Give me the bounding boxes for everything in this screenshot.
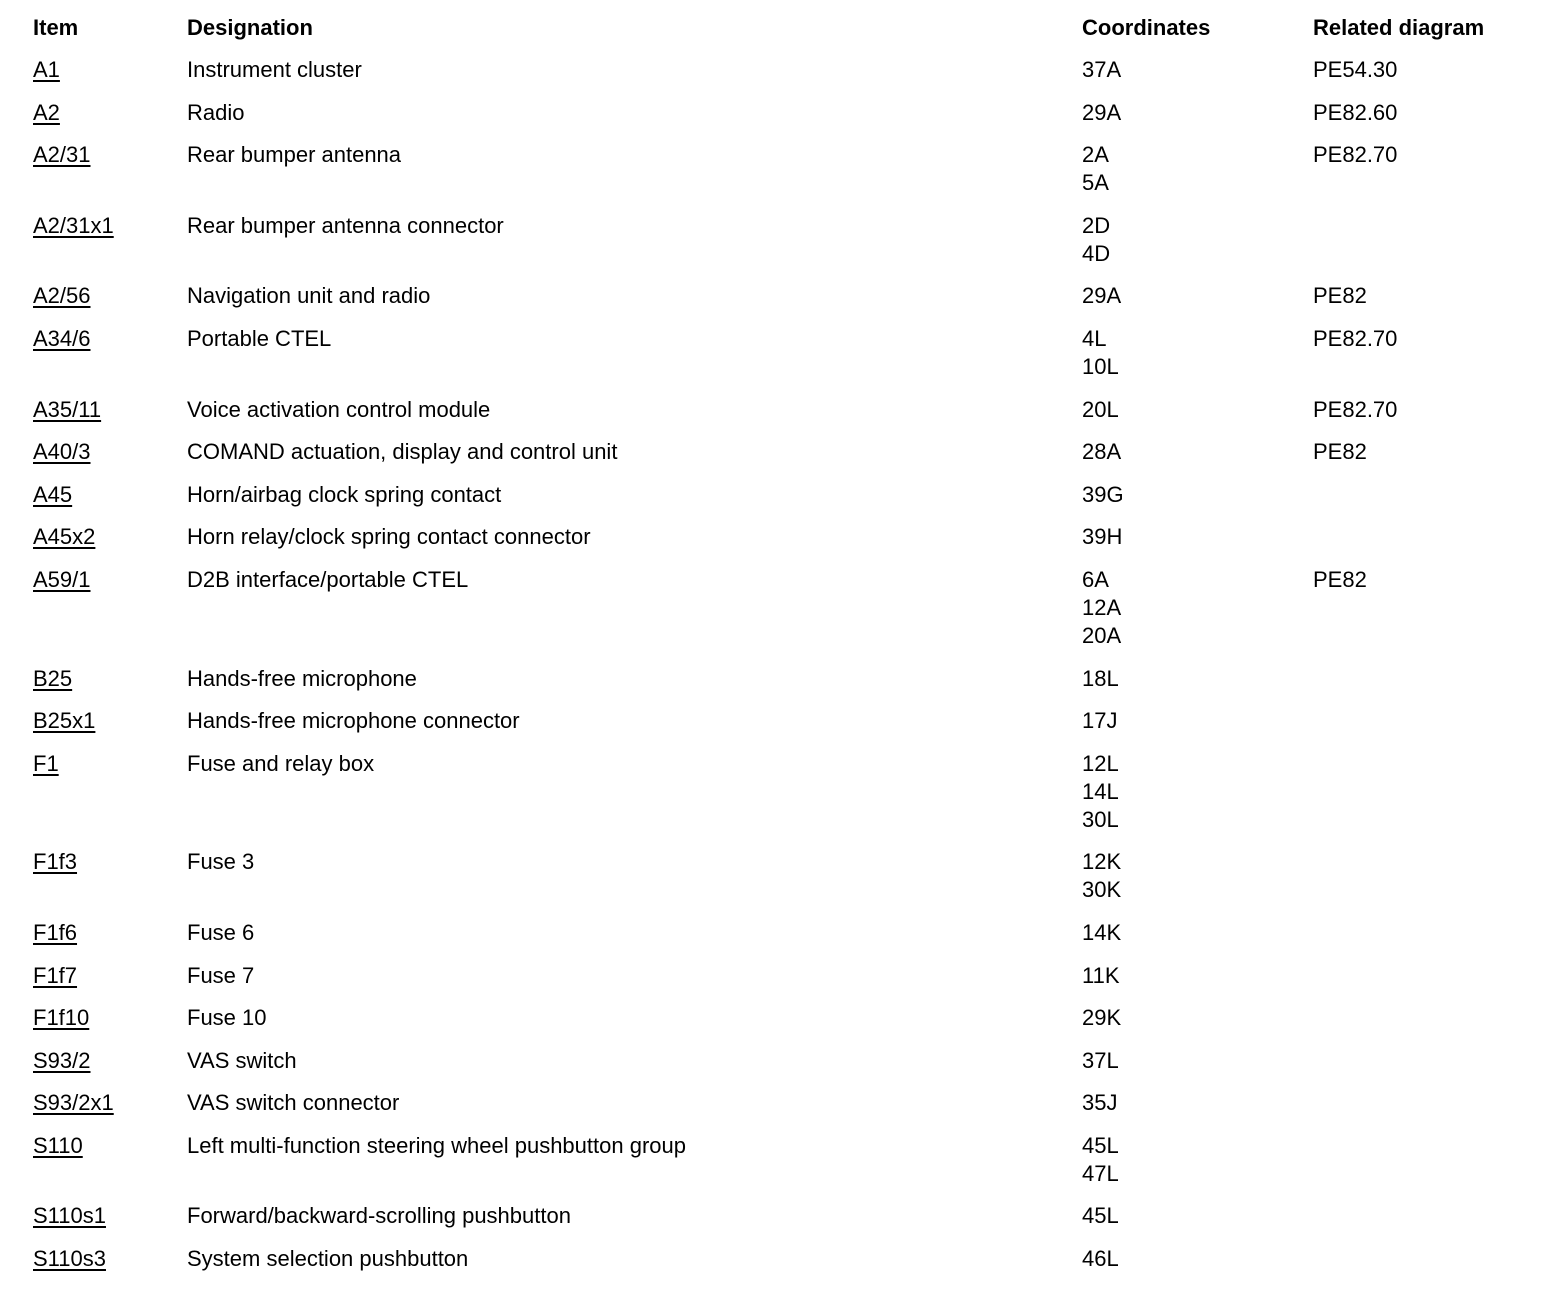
coordinate-value: 45L xyxy=(1082,1203,1119,1229)
coordinate-value: 12A xyxy=(1082,594,1122,620)
item-link[interactable]: A59/1 xyxy=(33,566,91,592)
header-related-diagram: Related diagram xyxy=(1313,15,1485,40)
item-link[interactable]: A35/11 xyxy=(33,396,102,422)
coordinates-cell xyxy=(1082,282,1313,310)
coordinates-cell xyxy=(1082,1047,1313,1075)
item-link[interactable]: A2/56 xyxy=(33,283,91,309)
table-row xyxy=(0,282,1568,310)
table-row xyxy=(0,56,1568,84)
related-diagram-cell: PE82 xyxy=(1313,566,1367,592)
coordinate-value: 39H xyxy=(1082,524,1123,550)
designation-cell: VAS switch xyxy=(187,1047,297,1073)
table-row xyxy=(0,566,1568,650)
item-cell xyxy=(0,848,187,876)
related-diagram-cell: PE82.60 xyxy=(1313,99,1398,125)
coordinate-value: 28A xyxy=(1082,439,1122,465)
item-link[interactable]: F1f7 xyxy=(33,962,78,988)
coordinates-cell xyxy=(1082,325,1313,381)
designation-cell: Navigation unit and radio xyxy=(187,283,431,309)
designation-cell: Horn/airbag clock spring contact xyxy=(187,481,502,507)
coordinates-cell xyxy=(1082,566,1313,650)
item-link[interactable]: A2 xyxy=(33,99,60,125)
table-row xyxy=(0,665,1568,693)
header-designation: Designation xyxy=(187,15,313,40)
designation-cell: Rear bumper antenna xyxy=(187,142,402,168)
designation-cell: Hands-free microphone connector xyxy=(187,708,520,734)
table-row xyxy=(0,1202,1568,1230)
coordinate-value: 6A xyxy=(1082,566,1109,592)
coordinate-value: 14K xyxy=(1082,919,1122,945)
related-diagram-cell: PE82.70 xyxy=(1313,325,1398,351)
coordinate-value: 14L xyxy=(1082,778,1119,804)
item-link[interactable]: F1f6 xyxy=(33,919,78,945)
coordinate-value: 10L xyxy=(1082,353,1119,379)
item-cell xyxy=(0,523,187,551)
table-row xyxy=(0,212,1568,268)
item-cell xyxy=(0,1004,187,1032)
item-cell xyxy=(0,99,187,127)
item-cell xyxy=(0,56,187,84)
item-link[interactable]: A2/31 xyxy=(33,142,91,168)
item-cell xyxy=(0,481,187,509)
coordinates-cell xyxy=(1082,141,1313,197)
designation-cell: D2B interface/portable CTEL xyxy=(187,566,469,592)
designation-cell: Rear bumper antenna connector xyxy=(187,212,504,238)
header-item: Item xyxy=(33,15,79,40)
coordinates-cell xyxy=(1082,707,1313,735)
coordinate-value: 39G xyxy=(1082,481,1124,507)
item-cell xyxy=(0,1245,187,1273)
designation-cell: Fuse and relay box xyxy=(187,750,375,776)
table-row xyxy=(0,438,1568,466)
coordinates-cell xyxy=(1082,481,1313,509)
coordinate-value: 11K xyxy=(1082,962,1120,988)
item-link[interactable]: A34/6 xyxy=(33,325,91,351)
designation-cell: System selection pushbutton xyxy=(187,1246,469,1272)
coordinate-value: 47L xyxy=(1082,1160,1119,1186)
coordinate-value: 17J xyxy=(1082,708,1118,734)
designation-cell: COMAND actuation, display and control unit xyxy=(187,439,618,465)
coordinates-cell xyxy=(1082,212,1313,268)
item-link[interactable]: S110s3 xyxy=(33,1246,106,1272)
designation-cell: Portable CTEL xyxy=(187,325,332,351)
item-link[interactable]: A2/31x1 xyxy=(33,212,114,238)
item-cell xyxy=(0,962,187,990)
related-diagram-cell: PE82 xyxy=(1313,283,1367,309)
item-cell xyxy=(0,396,187,424)
item-cell xyxy=(0,141,187,169)
coordinates-cell xyxy=(1082,523,1313,551)
table-row xyxy=(0,325,1568,381)
designation-cell: Fuse 3 xyxy=(187,849,255,875)
item-cell xyxy=(0,282,187,310)
table-row xyxy=(0,1245,1568,1273)
designation-cell: Voice activation control module xyxy=(187,396,491,422)
designation-cell: Fuse 6 xyxy=(187,919,255,945)
coordinates-cell xyxy=(1082,99,1313,127)
table-row xyxy=(0,848,1568,904)
designation-cell: Instrument cluster xyxy=(187,57,362,82)
coordinate-value: 30K xyxy=(1082,877,1122,903)
header-coordinates: Coordinates xyxy=(1082,15,1211,40)
item-link[interactable]: S93/2 xyxy=(33,1047,91,1073)
table-row xyxy=(0,1132,1568,1188)
coordinate-value: 45L xyxy=(1082,1132,1119,1158)
designation-cell: Left multi-function steering wheel pushbutton group xyxy=(187,1132,686,1158)
coordinates-cell xyxy=(1082,396,1313,424)
item-link[interactable]: S110 xyxy=(33,1132,83,1158)
coordinate-value: 29A xyxy=(1082,283,1122,309)
coordinates-cell xyxy=(1082,438,1313,466)
coordinates-cell xyxy=(1082,665,1313,693)
table-row xyxy=(0,481,1568,509)
item-cell xyxy=(0,1047,187,1075)
item-link[interactable]: A45 xyxy=(33,481,73,507)
coordinate-value: 29K xyxy=(1082,1005,1122,1031)
table-row xyxy=(0,396,1568,424)
table-row xyxy=(0,919,1568,947)
coordinate-value: 4L xyxy=(1082,325,1107,351)
item-link[interactable]: A1 xyxy=(33,57,60,82)
item-cell xyxy=(0,707,187,735)
coordinate-value: 37A xyxy=(1082,57,1122,82)
item-link[interactable]: F1f3 xyxy=(33,849,78,875)
item-cell xyxy=(0,919,187,947)
related-diagram-cell: PE82 xyxy=(1313,439,1367,465)
related-diagram-cell: PE82.70 xyxy=(1313,142,1398,168)
related-diagram-cell: PE82.70 xyxy=(1313,396,1398,422)
item-cell xyxy=(0,750,187,778)
table-body xyxy=(0,56,1568,1273)
item-cell xyxy=(0,665,187,693)
coordinates-cell xyxy=(1082,750,1313,834)
coordinate-value: 37L xyxy=(1082,1047,1119,1073)
item-link[interactable]: A40/3 xyxy=(33,439,91,465)
table-row xyxy=(0,962,1568,990)
coordinate-value: 18L xyxy=(1082,665,1119,691)
coordinate-value: 35J xyxy=(1082,1090,1118,1116)
coordinates-cell xyxy=(1082,1202,1313,1230)
coordinate-value: 4D xyxy=(1082,240,1111,266)
coordinate-value: 29A xyxy=(1082,99,1122,125)
coordinate-value: 2A xyxy=(1082,142,1109,168)
coordinate-value: 2D xyxy=(1082,212,1111,238)
designation-cell: VAS switch connector xyxy=(187,1090,400,1116)
coordinate-value: 46L xyxy=(1082,1246,1119,1272)
item-link[interactable]: F1 xyxy=(33,750,59,776)
coordinate-value: 20A xyxy=(1082,622,1122,648)
designation-cell: Fuse 7 xyxy=(187,962,255,988)
coordinates-cell xyxy=(1082,1132,1313,1188)
item-cell xyxy=(0,1132,187,1160)
coordinate-value: 12K xyxy=(1082,849,1122,875)
designation-cell: Hands-free microphone xyxy=(187,665,417,691)
item-link[interactable]: B25 xyxy=(33,665,73,691)
item-cell xyxy=(0,212,187,240)
table-header-row xyxy=(0,14,1568,42)
item-cell xyxy=(0,1089,187,1117)
item-cell xyxy=(0,566,187,594)
designation-cell: Forward/backward-scrolling pushbutton xyxy=(187,1203,571,1229)
coordinate-value: 12L xyxy=(1082,750,1119,776)
item-link[interactable]: S110s1 xyxy=(33,1203,106,1229)
table-row xyxy=(0,1089,1568,1117)
related-diagram-cell: PE54.30 xyxy=(1313,57,1398,82)
coordinates-cell xyxy=(1082,919,1313,947)
table-row xyxy=(0,707,1568,735)
coordinates-cell xyxy=(1082,56,1313,84)
designation-cell: Radio xyxy=(187,99,245,125)
item-link[interactable]: S93/2x1 xyxy=(33,1090,114,1116)
item-link[interactable]: A45x2 xyxy=(33,524,96,550)
table-row xyxy=(0,523,1568,551)
coordinates-cell xyxy=(1082,1089,1313,1117)
table-row xyxy=(0,99,1568,127)
item-link[interactable]: B25x1 xyxy=(33,708,96,734)
item-link[interactable]: F1f10 xyxy=(33,1005,90,1031)
table-row xyxy=(0,750,1568,834)
coordinate-value: 30L xyxy=(1082,806,1119,832)
coordinates-cell xyxy=(1082,848,1313,904)
table-row xyxy=(0,1004,1568,1032)
designation-cell: Fuse 10 xyxy=(187,1005,267,1031)
designation-cell: Horn relay/clock spring contact connector xyxy=(187,524,591,550)
coordinates-cell xyxy=(1082,962,1313,990)
item-cell xyxy=(0,438,187,466)
component-table xyxy=(0,14,1568,1288)
item-cell xyxy=(0,325,187,353)
coordinates-cell xyxy=(1082,1245,1313,1273)
table-row xyxy=(0,141,1568,197)
item-cell xyxy=(0,1202,187,1230)
table-row xyxy=(0,1047,1568,1075)
coordinate-value: 5A xyxy=(1082,170,1109,196)
coordinates-cell xyxy=(1082,1004,1313,1032)
coordinate-value: 20L xyxy=(1082,396,1119,422)
